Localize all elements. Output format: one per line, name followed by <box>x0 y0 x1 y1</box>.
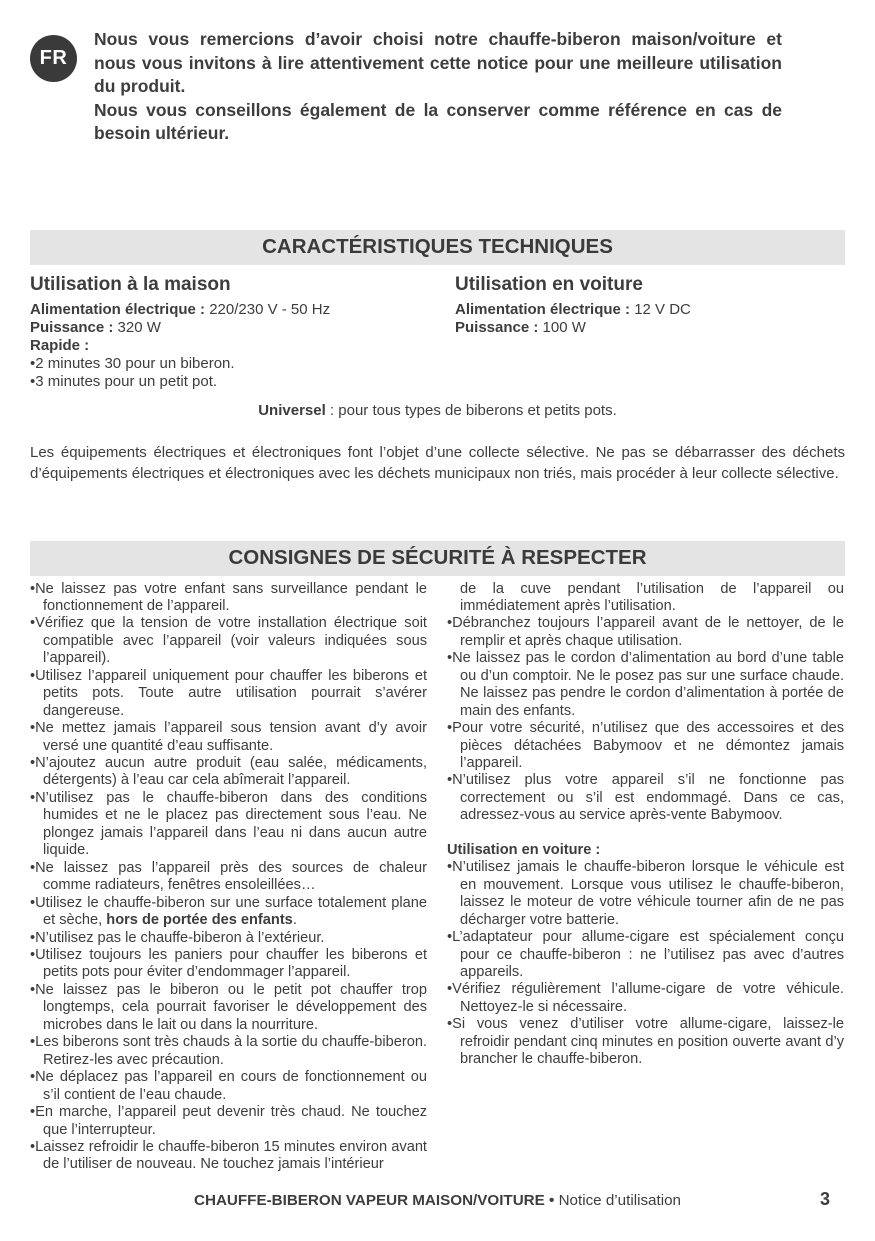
tech-home-title: Utilisation à la maison <box>30 273 231 295</box>
safety-bullet-item: • Pour votre sécurité, n’utilisez que des accessoires et des pièces détachées Babymoov et ne démontez jamais l’appareil. <box>447 720 844 772</box>
tech-car-power-line <box>455 301 845 319</box>
language-badge-fr: FR <box>30 35 77 82</box>
intro-paragraph-2: Nous vous conseillons également de la conserver comme référence en cas de besoin ultérieur. <box>94 99 782 143</box>
tech-car-watt-value: 100 W <box>542 318 586 336</box>
safety-columns <box>30 581 845 1174</box>
safety-list-left-b <box>30 930 427 1174</box>
safety-bold-item-emphasis: hors de portée des enfants <box>106 912 293 929</box>
safety-bullet-item: • En marche, l’appareil peut devenir très chaud. Ne touchez que l’interrupteur. <box>30 1104 427 1139</box>
tech-car-title: Utilisation en voiture <box>455 273 643 295</box>
safety-column-left <box>30 581 427 1174</box>
safety-bold-item-pre: Utilisez le chauffe-biberon sur une surface totalement plane et sèche, <box>35 894 427 929</box>
tech-home-power-label: Alimentation électrique : <box>30 300 206 318</box>
safety-bullet-item: • N’utilisez plus votre appareil s’il ne fonctionne pas correctement ou s’il est endommagé. Dans ce cas, adressez-vous au service après-vente Babymoov. <box>447 772 844 824</box>
footer-doc-label: Notice d’utilisation <box>558 1192 681 1209</box>
safety-bullet-item: • Ne laissez pas le cordon d’alimentation au bord d’une table ou d’un comptoir. Ne le posez pas sur une surface chaude. Ne laissez pas pendre le cordon d’alimentation à portée de main des enfants. <box>447 650 844 720</box>
tech-column-car <box>455 274 845 391</box>
safety-bullet-item: • Vérifiez que la tension de votre installation électrique soit compatible avec l’appareil (voir valeurs indiquées sous l’appareil). <box>30 615 427 667</box>
tech-home-fast-label: Rapide : <box>30 336 90 354</box>
tech-car-power-value: 12 V DC <box>634 300 691 318</box>
tech-column-home <box>30 274 455 391</box>
safety-bold-item-post: . <box>292 912 297 929</box>
safety-list-right <box>447 615 844 824</box>
safety-bullet-item: • Ne laissez pas le biberon ou le petit pot chauffer trop longtemps, cela pourrait favoriser le développement des microbes dans le lait ou dans la nourriture. <box>30 982 427 1034</box>
tech-section-header: CARACTÉRISTIQUES TECHNIQUES <box>30 230 845 265</box>
safety-list-car <box>447 859 844 1068</box>
universal-note <box>30 402 845 419</box>
safety-list-left-a <box>30 581 427 895</box>
safety-bullet-item: • N’utilisez pas le chauffe-biberon dans des conditions humides et ne le placez pas directement sous l’eau. Ne plongez jamais l’appareil dans l’eau ni dans aucun autre liquide. <box>30 790 427 860</box>
tech-car-watt-label: Puissance : <box>455 318 539 336</box>
tech-home-bullet-item: • 2 minutes 30 pour un biberon. <box>30 355 455 373</box>
safety-bullet-item: • Ne déplacez pas l’appareil en cours de fonctionnement ou s’il contient de l’eau chaude. <box>30 1069 427 1104</box>
safety-bullet-item: • Laissez refroidir le chauffe-biberon 15 minutes environ avant de l’utiliser de nouveau. Ne touchez jamais l’intérieur <box>30 1139 427 1174</box>
tech-home-bullet-item: • 3 minutes pour un petit pot. <box>30 373 455 391</box>
tech-home-watt-value: 320 W <box>117 318 161 336</box>
tech-home-bullet-list <box>30 355 455 391</box>
safety-section-header: CONSIGNES DE SÉCURITÉ À RESPECTER <box>30 541 845 576</box>
universal-text: : pour tous types de biberons et petits pots. <box>325 401 617 419</box>
intro-text <box>94 28 782 146</box>
tech-home-watt-line <box>30 319 455 337</box>
safety-car-subheading: Utilisation en voiture : <box>447 841 601 858</box>
page-footer <box>0 1192 875 1209</box>
safety-bullet-item: • Si vous venez d’utiliser votre allume-cigare, laissez-le refroidir pendant cinq minutes en position ouverte avant d’y brancher le chauffe-biberon. <box>447 1016 844 1068</box>
tech-home-watt-label: Puissance : <box>30 318 114 336</box>
tech-home-fast-line <box>30 337 455 355</box>
safety-bullet-item: • Ne laissez pas l’appareil près des sources de chaleur comme radiateurs, fenêtres ensoleillées… <box>30 860 427 895</box>
intro-paragraph-1: Nous vous remercions d’avoir choisi notre chauffe-biberon maison/voiture et nous vous invitons à lire attentivement cette notice pour une meilleure utilisation du produit. <box>94 29 782 96</box>
safety-bullet-item: • Vérifiez régulièrement l’allume-cigare de votre véhicule. Nettoyez-le si nécessaire. <box>447 981 844 1016</box>
tech-home-power-line <box>30 301 455 319</box>
footer-separator-dot: • <box>549 1192 555 1209</box>
tech-home-power-value: 220/230 V - 50 Hz <box>209 300 331 318</box>
universal-label: Universel <box>258 401 326 419</box>
intro-section <box>30 28 845 146</box>
safety-bullet-item: • Ne laissez pas votre enfant sans surveillance pendant le fonctionnement de l’appareil. <box>30 581 427 616</box>
safety-bullet-item: • Utilisez l’appareil uniquement pour chauffer les biberons et petits pots. Toute autre utilisation pourrait s’avérer dangereuse. <box>30 668 427 720</box>
safety-bullet-item: • Ne mettez jamais l’appareil sous tension avant d’y avoir versé une quantité d’eau suffisante. <box>30 720 427 755</box>
tech-car-watt-line <box>455 319 845 337</box>
weee-recycling-note: Les équipements électriques et électroniques font l’objet d’une collecte sélective. Ne pas se débarrasser des déchets d’équipements électriques et électroniques avec les déchets municipaux non triés, mais procéder à leur collecte sélective. <box>30 443 845 482</box>
safety-bullet-item: • Débranchez toujours l’appareil avant de le nettoyer, de le remplir et après chaque utilisation. <box>447 615 844 650</box>
footer-product-name: CHAUFFE-BIBERON VAPEUR MAISON/VOITURE <box>194 1192 545 1209</box>
safety-bullet-item: • N’utilisez jamais le chauffe-biberon lorsque le véhicule est en mouvement. Lorsque vous utilisez le chauffe-biberon, laissez le moteur de votre véhicule tourner afin de ne pas décharger votre batterie. <box>447 859 844 929</box>
safety-bullet-item: • N’ajoutez aucun autre produit (eau salée, médicaments, détergents) à l’eau car cela abîmerait l’appareil. <box>30 755 427 790</box>
page-number: 3 <box>819 1189 830 1209</box>
safety-bullet-item: • N’utilisez pas le chauffe-biberon à l’extérieur. <box>30 930 427 947</box>
tech-columns <box>30 274 845 391</box>
safety-column-right <box>447 581 844 1174</box>
safety-bullet-item: • Les biberons sont très chauds à la sortie du chauffe-biberon. Retirez-les avec précaution. <box>30 1034 427 1069</box>
safety-bullet-item: • Utilisez toujours les paniers pour chauffer les biberons et petits pots pour éviter d’endommager l’appareil. <box>30 947 427 982</box>
safety-bullet-bold-item <box>30 895 427 930</box>
safety-bullet-item: • L’adaptateur pour allume-cigare est spécialement conçu pour ce chauffe-biberon : ne l’utilisez pas avec d’autres appareils. <box>447 929 844 981</box>
safety-continuation-text: de la cuve pendant l’utilisation de l’appareil ou immédiatement après l’utilisation. <box>460 580 844 614</box>
tech-car-power-label: Alimentation électrique : <box>455 300 631 318</box>
